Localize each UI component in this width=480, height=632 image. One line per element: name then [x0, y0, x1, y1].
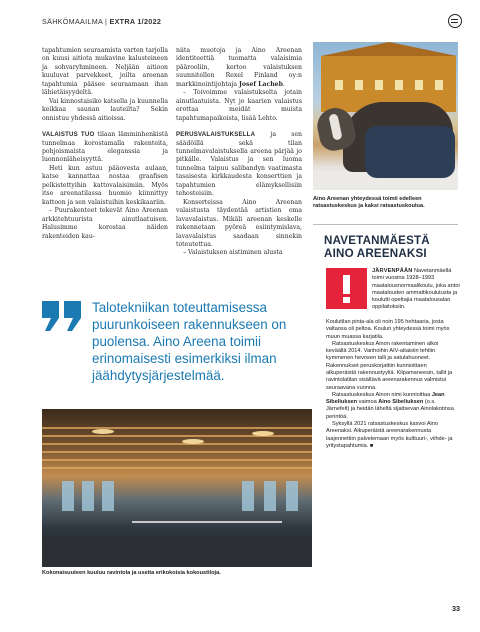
hall-window [102, 481, 114, 511]
magazine-issue: SÄHKÖMAAILMA | EXTRA 1/2022 [42, 17, 162, 26]
paragraph: Heti kun astuu pääovesta aulaan, katse kannattaa nostaa graafisen pelkistettyihin kattovalaisimiin. Myös itse areenatilassa huomio kiinnittyy kattoon ja sen valaistuihin keskikaariin. [42, 164, 168, 206]
ceiling-slat [42, 443, 312, 445]
pull-quote: Talotekniikan toteuttamisessa puurunkoiseen rakennukseen on puolensa. Aino Areena toimii erinomaisesti esimerkiksi ilman jäähdytysjärjestelmää. [92, 300, 287, 383]
magazine-logo-icon [448, 14, 462, 28]
hall-window [62, 481, 74, 511]
lead-in: VALAISTUS TUO [42, 131, 95, 139]
ceiling-slat [42, 435, 312, 437]
sidebox-intro [372, 268, 460, 312]
horse-photo-caption: Aino Areenan yhteydessä toimii edelleen ratsastuskeskus ja kaksi ratsastuskoulua. [313, 196, 425, 210]
page-header [42, 14, 462, 30]
paragraph: tapahtumien seuraamista varten tarjolla on kuusi aitiota mukavine kalusteineen ja sohvaryhmineen. Neljään aitioon kuuluvat parvekkeet, joilta areenan tapahtumia pääsee seuraamaan ihan lähietäisyydeltä. [42, 47, 168, 97]
paragraph: Koulutilan pinta-ala oli noin 195 hehtaaria, josta valtaosa oli peltoa. Koulun yhteydessä toimi myös muun muassa karjatila. [326, 319, 450, 340]
person-name: Josef Lacheb [239, 80, 283, 88]
sidebox-divider [313, 224, 458, 225]
hall-window [286, 481, 298, 511]
issue-label: EXTRA 1/2022 [109, 17, 162, 26]
person-name: Jean Sibeliuksen [326, 391, 445, 406]
paragraph: Ratsastuskeskus Ainon rakentaminen alkoi keväällä 2014. Vanhoihin AIV-aitaisiin tehtiin kymmenen hevosen talli ja satulahuoneet. Rakennukset peruskorjattiin kunnioittaen alkuperäistä rakennustyyliä. Kilpamaneesin, tallit ja ravintolatilan sisältävä areenarakennus valmistui seuraavana vuonna. [326, 340, 453, 391]
lead-in: PERUSVALAISTUKSELLA [176, 131, 256, 139]
ceiling-lamp [252, 431, 274, 436]
paragraph: – Valaistuksen aistiminen alusta [183, 249, 283, 257]
paragraph: niita muotoja ja Aino Areenan identiteettiä tuomatta valaisimia päärooliin, kertoo valaistuksen suunnitellen Rexel Finland oy:n markkinointijohtaja Josef Lacheb. [176, 47, 302, 88]
person-name: Aino Sibeliuksen [378, 399, 424, 406]
arena-hall-photo [42, 409, 312, 567]
sidebox-body [326, 319, 458, 450]
end-mark: ■ [369, 442, 374, 449]
article-column-2 [176, 47, 302, 258]
paragraph: Ratsastuskeskus Ainon nimi kunnioittaa Jean Sibeliuksen vaimoa Aino Sibeliuksen (o.s. Järnefelt) ja heidän läheltä sijaitsevan Ainolakotinsa perintöä. [326, 391, 454, 420]
ceiling-slat [42, 427, 312, 429]
hall-window [82, 481, 94, 511]
magazine-name: SÄHKÖMAAILMA [42, 17, 103, 26]
sidebox-title: NAVETANMÄESTÄ AINO AREENAKSI [324, 234, 430, 261]
ceiling-slat [42, 451, 312, 453]
horse-blanket [365, 126, 455, 178]
ceiling-lamp [92, 429, 114, 434]
ceiling-slat [42, 467, 312, 469]
page-number: 33 [452, 604, 460, 613]
paragraph: JÄRVENPÄÄN Navetanmäellä toimi vuosina 1928–1993 maatalousnormaalikoulu, joka antoi maatalouden ammattikoulutusta ja koulutti opettajia maatalousalan oppilaitoksiin. [372, 268, 460, 311]
paragraph: Vai kinnostaisiko katsella ja kuunnella keikkaa saunan lauteilta? Sekin onnistuu yhdessä aitioissa. [42, 97, 168, 122]
paragraph: PERUSVALAISTUKSELLA ja sen säädöillä sekä tilan tunnelmavalaistuksella areena pärjää jo pitkälle. Valaistus ja sen luoma tunnelma taipuu salibandyn vaatimasta tasaisesta kirkkaudesta konserttien ja tapahtumien elämyksellisiin tehosteisiin. [176, 131, 302, 198]
horse-photo [313, 42, 458, 190]
lead-in: JÄRVENPÄÄN [372, 268, 413, 274]
barn-window [375, 80, 383, 90]
hall-photo-caption: Kokonaisuuteen kuuluu ravintola ja useita erikokoisia kokoustiloja. [42, 570, 221, 576]
barn-window [415, 80, 423, 90]
paragraph: – Toivoimme valaistukselta jotain ainutlaatuista. Nyt jo kaarien valaistus erottaa meidät muista tapahtumapaikoista, lisää Lehto. [176, 89, 302, 122]
barn-window [395, 80, 403, 90]
paragraph: Konserteissa Aino Areenan valaistusta täydentää artistien oma lavavalaistus. Mikäli areenan keskelle rakennetaan pyöreä esiintymislava, lavavalaistus saadaan sinnekin toteutettua. [176, 198, 302, 248]
barn-window [335, 80, 343, 90]
article-column-1 [42, 47, 168, 241]
barn-window [355, 80, 363, 90]
hall-window [242, 481, 254, 511]
hall-window [264, 481, 276, 511]
balcony-rail [132, 521, 282, 523]
paragraph: – Puurakenteet tekevät Aino Areenan arkkitehtuurista ainutlaatuisen. Halusimme korostaa näiden rakenteiden kau- [42, 207, 168, 240]
paragraph: VALAISTUS TUO tilaan lämminhenkistä tunnelmaa korostamalla rakenteita, pohjoismaista eleganssia ja luonnonläheisyyttä. [42, 131, 168, 164]
barn-window [435, 80, 443, 90]
ceiling-lamp [182, 439, 204, 444]
quote-mark-icon [42, 301, 84, 331]
hall-floor [42, 537, 312, 567]
exclamation-icon [326, 268, 367, 309]
paragraph: Syksyllä 2021 ratsastuskeskus kasvoi Aino Areenaksi. Alkuperäistä areenarakennusta laajennettiin palvelemaan myös kulttuuri-, viihde- ja yritystapahtumia. ■ [326, 420, 453, 449]
ceiling-slat [42, 459, 312, 461]
